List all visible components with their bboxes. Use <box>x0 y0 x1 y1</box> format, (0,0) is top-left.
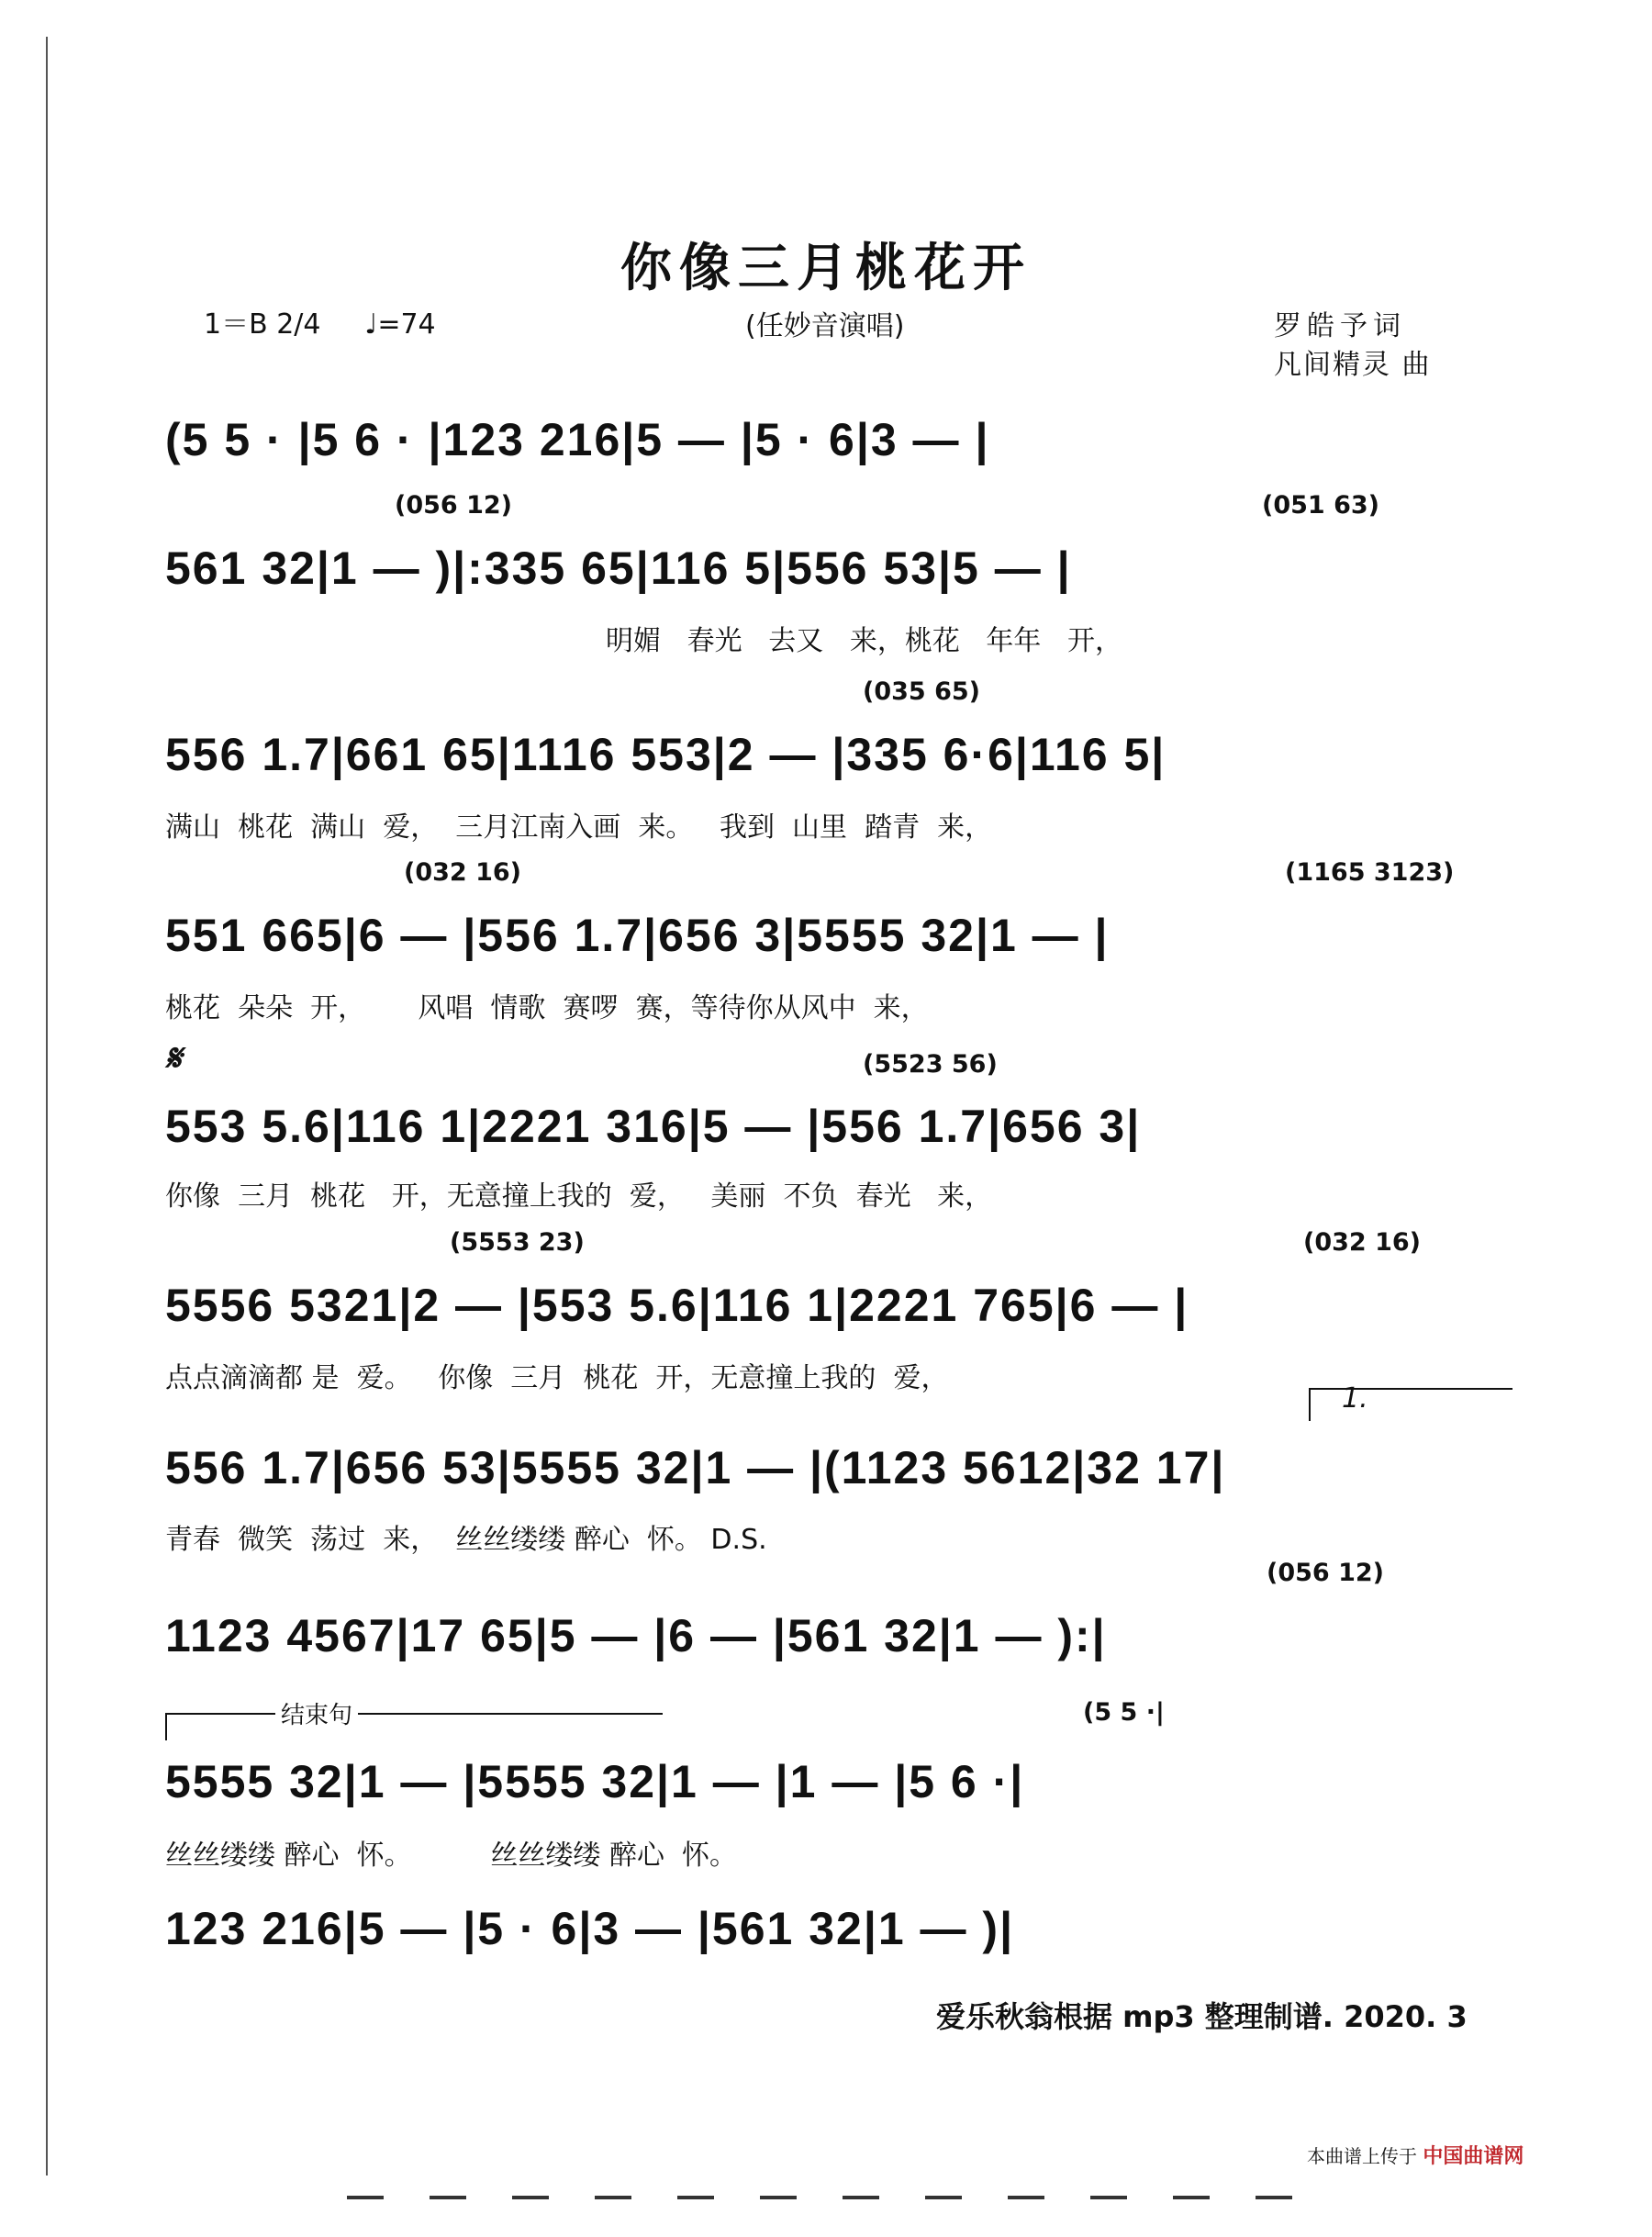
upload-prefix: 本曲谱上传于 <box>1307 2145 1417 2167</box>
key-and-tempo <box>204 301 436 341</box>
lyrics-line: 你像 三月 桃花 开，无意撞上我的 爱， 美丽 不负 春光 来， <box>165 1180 993 1213</box>
tempo-mark: ♩=74 <box>364 308 436 341</box>
notation-line: 561 32|1 — )|:335 65|116 5|556 53|5 — | <box>165 542 1072 594</box>
scan-artifact-dashes <box>347 2196 1320 2199</box>
echo-annotation-right: (1165 3123) <box>1285 858 1455 887</box>
notation-line: 5555 32|1 — |5555 32|1 — |1 — |5 6 ·| <box>165 1756 1025 1807</box>
notation-line: 556 1.7|656 53|5555 32|1 — |(1123 5612|32 17| <box>165 1442 1226 1493</box>
arranger-credit: 爱乐秋翁根据 mp3 整理制谱. 2020. 3 <box>936 1999 1468 2034</box>
lyrics-line: 满山 桃花 满山 爱， 三月江南入画 来。 我到 山里 踏青 来， <box>165 811 993 844</box>
upload-credit <box>1307 2141 1524 2169</box>
lyrics-line: 丝丝缕缕 醉心 怀。 丝丝缕缕 醉心 怀。 <box>165 1840 738 1872</box>
composer-credit: 凡间精灵 曲 <box>1274 349 1432 381</box>
lyrics-line: 明媚 春光 去又 来，桃花 年年 开， <box>606 625 1123 657</box>
notation-line: 5556 5321|2 — |553 5.6|116 1|2221 765|6 — | <box>165 1280 1189 1331</box>
notation-line: 123 216|5 — |5 · 6|3 — |561 32|1 — )| <box>165 1903 1015 1954</box>
lyrics-line: 桃花 朵朵 开， 风唱 情歌 赛啰 赛，等待你从风中 来， <box>165 992 929 1024</box>
echo-annotation-right: (056 12) <box>1267 1559 1385 1587</box>
segno-sign: 𝄋 <box>165 1037 182 1079</box>
echo-annotation-right: (051 63) <box>1262 491 1380 520</box>
lyrics-line: 点点滴滴都 是 爱。 你像 三月 桃花 开，无意撞上我的 爱， <box>165 1362 949 1394</box>
coda-bracket <box>165 1713 663 1740</box>
first-ending-label: 1. <box>1342 1382 1368 1415</box>
lyricist-credit: 罗皓予词 <box>1274 310 1406 342</box>
echo-annotation-mid: (035 65) <box>863 677 981 706</box>
coda-label: 结束句 <box>275 1696 358 1730</box>
notation-line: (5 5 · |5 6 · |123 216|5 — |5 · 6|3 — | <box>165 414 990 465</box>
notation-line: 551 665|6 — |556 1.7|656 3|5555 32|1 — | <box>165 910 1110 961</box>
score-title: 你像三月桃花开 <box>620 238 1032 298</box>
notation-line: 1123 4567|17 65|5 — |6 — |561 32|1 — ):| <box>165 1610 1107 1661</box>
site-logo-text: 中国曲谱网 <box>1423 2145 1524 2168</box>
echo-annotation-right: (5 5 ·| <box>1083 1698 1165 1727</box>
key-signature: 1＝B 2/4 <box>204 308 321 341</box>
echo-annotation-left: (032 16) <box>404 858 522 887</box>
singer-credit: (任妙音演唱) <box>745 310 905 342</box>
notation-line: 553 5.6|116 1|2221 316|5 — |556 1.7|656 3| <box>165 1101 1142 1152</box>
first-ending-bracket <box>1309 1388 1512 1421</box>
page-margin-line <box>46 37 48 2175</box>
echo-annotation-right: (032 16) <box>1303 1228 1422 1257</box>
echo-annotation-left: (056 12) <box>395 491 513 520</box>
lyrics-line: 青春 微笑 荡过 来， 丝丝缕缕 醉心 怀。 D.S. <box>165 1524 767 1556</box>
echo-annotation-mid: (5523 56) <box>863 1050 998 1079</box>
echo-annotation-left: (5553 23) <box>450 1228 585 1257</box>
notation-line: 556 1.7|661 65|1116 553|2 — |335 6·6|116 5| <box>165 729 1166 780</box>
